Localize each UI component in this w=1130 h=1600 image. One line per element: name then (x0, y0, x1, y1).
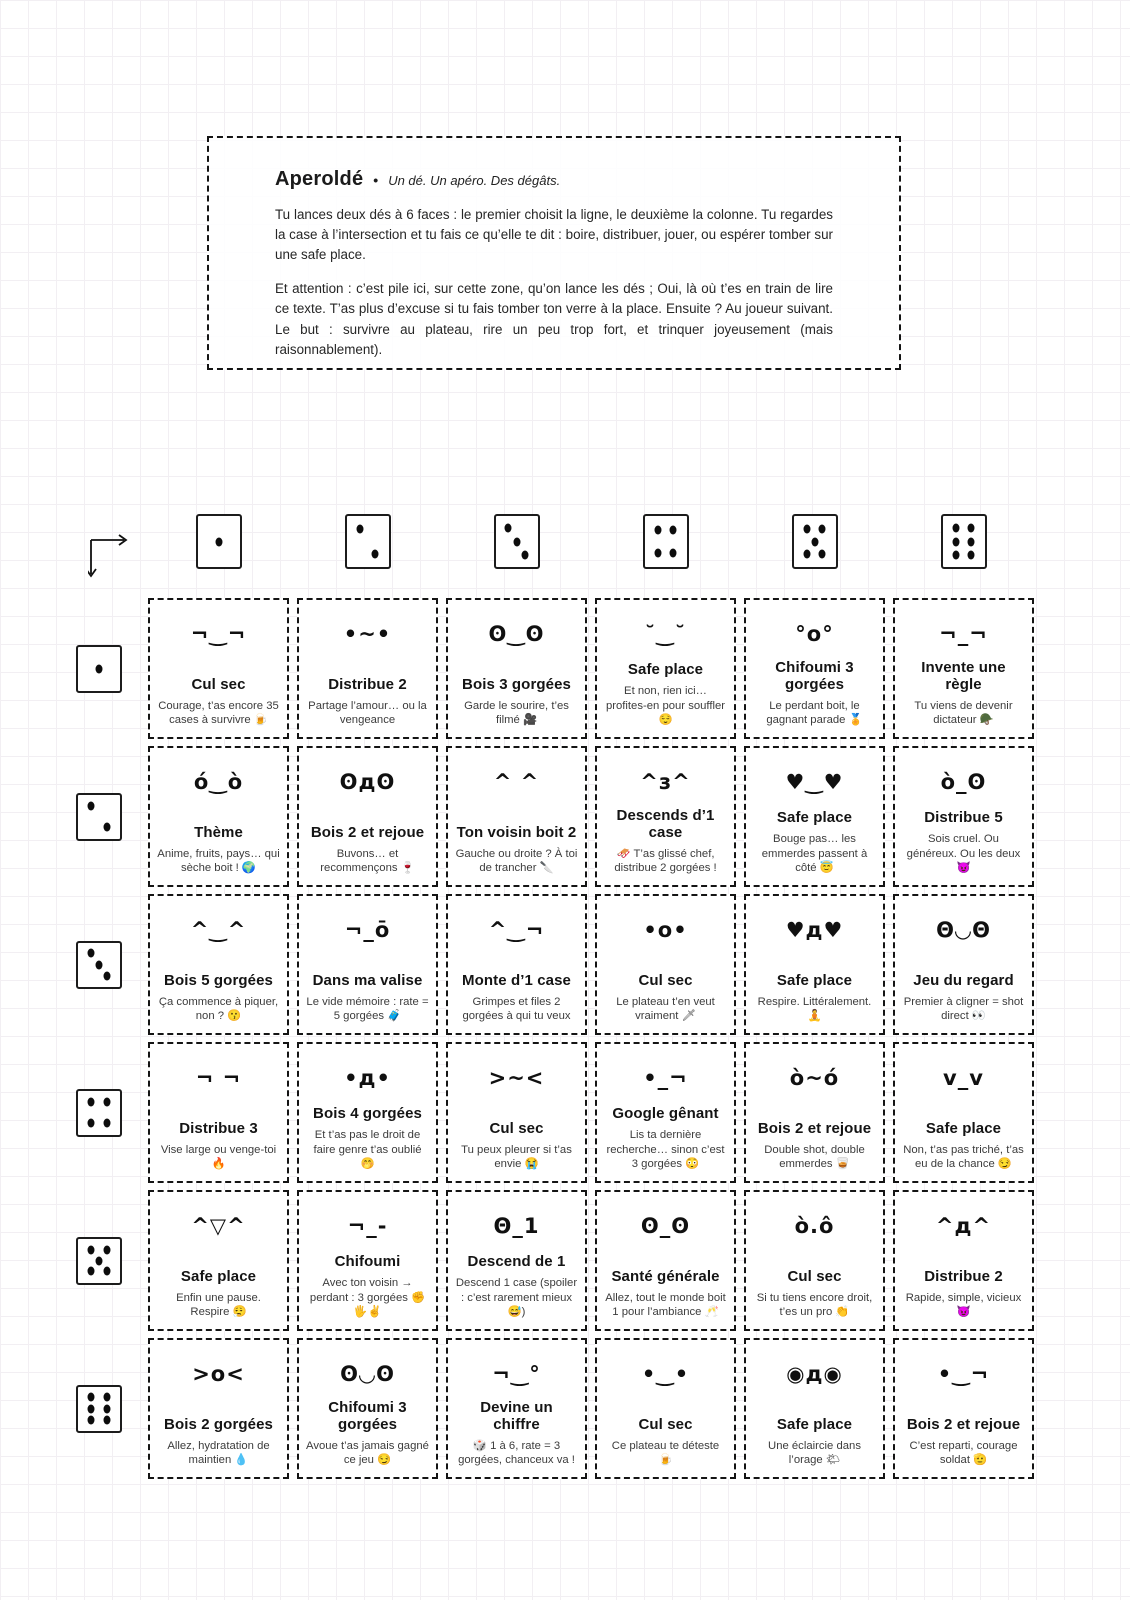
die-pip (968, 537, 975, 546)
die-pip (88, 1118, 95, 1127)
column-die-3 (494, 514, 540, 569)
die-pip (88, 1245, 95, 1254)
board-cell (148, 598, 289, 739)
doodle-face-icon: ˘‿˘ (644, 622, 687, 646)
board-cell (595, 746, 736, 887)
board-cell (446, 894, 587, 1035)
cell-title: Invente une règle (921, 659, 1006, 693)
cell-title: Cul sec (638, 1415, 693, 1433)
row-die-6 (76, 1385, 122, 1433)
cell-description: Si tu tiens encore droit, t’es un pro 👏 (756, 1291, 873, 1319)
cell-description: Bouge pas… les emmerdes passent à côté 😇 (761, 832, 868, 875)
cell-title: Bois 2 et rejoue (906, 1415, 1021, 1433)
cell-description: Tu viens de devenir dictateur 🪖 (914, 699, 1013, 727)
board-cell (297, 598, 438, 739)
cell-title: Chifoumi 3 gorgées (328, 1399, 407, 1433)
board-cell (744, 746, 885, 887)
die-pip (88, 1098, 95, 1107)
die-pip (654, 525, 661, 534)
cell-title: Ton voisin boit 2 (456, 823, 577, 841)
cell-title: Safe place (776, 809, 853, 827)
die-pip (372, 549, 379, 558)
cell-title: Cul sec (787, 1267, 842, 1285)
board-cell (446, 1042, 587, 1183)
cell-title: Descend de 1 (467, 1253, 566, 1271)
board-cell (893, 598, 1034, 739)
cell-title: Bois 2 et rejoue (310, 823, 425, 841)
cell-title: Safe place (627, 661, 704, 679)
die-pip (103, 1404, 110, 1413)
cell-description: 🛷 T’as glissé chef, distribue 2 gorgées ! (614, 847, 717, 875)
cell-description: Lis ta dernière recherche… sinon c’est 3 gorgées 😳 (606, 1128, 725, 1171)
die-pip (103, 823, 110, 832)
doodle-face-icon: •‿¬ (937, 1362, 990, 1386)
cell-title: Descends d’1 case (616, 807, 715, 841)
doodle-face-icon: ò~ó (789, 1066, 840, 1090)
die-pip (356, 525, 363, 534)
cell-title: Cul sec (191, 675, 246, 693)
cell-title: Bois 4 gorgées (313, 1105, 422, 1123)
die-pip (952, 550, 959, 559)
die-pip (96, 1256, 103, 1265)
cell-description: Partage l’amour… ou la vengeance (308, 699, 427, 727)
column-die-5 (792, 514, 838, 569)
doodle-face-icon: ♥д♥ (785, 918, 844, 942)
board-cell (446, 1190, 587, 1331)
cell-title: Santé générale (611, 1267, 720, 1285)
column-die-2 (345, 514, 391, 569)
die-pip (103, 1415, 110, 1424)
doodle-face-icon: ó‿ò (193, 770, 244, 794)
board-cell (744, 1190, 885, 1331)
die-pip (88, 801, 95, 810)
cell-title: Monte d’1 case (462, 971, 571, 989)
board-cell (446, 746, 587, 887)
game-title: Aperoldé (275, 168, 364, 190)
rules-box (207, 136, 901, 370)
cell-description: Gauche ou droite ? À toi de trancher 🔪 (455, 847, 578, 875)
row-die-3 (76, 941, 122, 989)
cell-description: Respire. Littéralement. 🧘 (757, 995, 872, 1023)
cell-title: Google gênant (612, 1105, 719, 1123)
column-die-6 (941, 514, 987, 569)
cell-description: Le plateau t’en veut vraiment 🗡 (616, 995, 715, 1023)
doodle-face-icon: v_v (943, 1066, 984, 1090)
row-die-1 (76, 645, 122, 693)
cell-title: Cul sec (638, 971, 693, 989)
doodle-face-icon: ʘ◡ʘ (340, 1362, 395, 1386)
board-cell (148, 1190, 289, 1331)
doodle-face-icon: ʘ_ʘ (640, 1214, 691, 1238)
board-cell (297, 1338, 438, 1479)
doodle-face-icon: >o< (192, 1362, 245, 1386)
doodle-face-icon: ^ ^ (493, 770, 540, 794)
doodle-face-icon: ♥‿♥ (785, 770, 844, 794)
board-cell (297, 894, 438, 1035)
cell-description: Une éclaircie dans l’orage 🌤 (768, 1439, 861, 1467)
rules-paragraph-2: Et attention : c’est pile ici, sur cette zone, qu’on lance les dés ; Oui, là où t’es en train de lire ce texte. T’as plus d’excuse si tu fais tomber ton verre à la place. Ensuite ? Au joueur suivant. Le but : survivre au plateau, rire un peu trop fort, et trinquer joyeusement (mais raisonnablement). (275, 281, 833, 357)
die-pip (215, 537, 222, 546)
cell-description: Buvons… et recommençons 🍷 (320, 847, 415, 875)
doodle-face-icon: Θ◡Θ (936, 918, 991, 942)
doodle-face-icon: ^з^ (640, 770, 691, 794)
row-die-5 (76, 1237, 122, 1285)
doodle-face-icon: ʘдʘ (339, 770, 396, 794)
cell-description: Courage, t’as encore 35 cases à survivre 🍺 (158, 699, 279, 727)
die-pip (96, 960, 103, 969)
die-pip (104, 971, 111, 980)
doodle-face-icon: •~• (343, 622, 392, 646)
game-board (148, 598, 1034, 1479)
cell-description: C’est reparti, courage soldat 🫡 (909, 1439, 1018, 1467)
doodle-face-icon: ¬ ¬ (195, 1066, 242, 1090)
doodle-face-icon: ʘ‿ʘ (488, 622, 545, 646)
cell-title: Cul sec (489, 1119, 544, 1137)
doodle-face-icon: ^д^ (935, 1214, 992, 1238)
die-pip (88, 1267, 95, 1276)
board-cell (297, 1042, 438, 1183)
cell-description: Vise large ou venge-toi 🔥 (160, 1143, 277, 1171)
board-cell (893, 1338, 1034, 1479)
doodle-face-icon: ¬_¬ (939, 622, 988, 646)
board-cell (148, 894, 289, 1035)
doodle-face-icon: ¬‿° (492, 1362, 541, 1386)
doodle-face-icon: •_¬ (643, 1066, 688, 1090)
die-pip (819, 525, 826, 534)
cell-title: Distribue 5 (924, 809, 1003, 827)
doodle-face-icon: ◉д◉ (786, 1362, 843, 1386)
die-pip (103, 1118, 110, 1127)
board-cell (595, 598, 736, 739)
cell-description: Grimpes et files 2 gorgées à qui tu veux (462, 995, 571, 1023)
rules-title-row (275, 168, 833, 191)
die-pip (670, 549, 677, 558)
doodle-face-icon: •‿• (641, 1362, 690, 1386)
board-cell (595, 1190, 736, 1331)
die-pip (88, 1404, 95, 1413)
board-cell (595, 1338, 736, 1479)
doodle-face-icon: >~< (488, 1066, 545, 1090)
board-cell (744, 1042, 885, 1183)
die-pip (88, 1393, 95, 1402)
board-cell (595, 894, 736, 1035)
cell-title: Dans ma valise (312, 971, 423, 989)
cell-title: Safe place (776, 971, 853, 989)
title-bullet: • (373, 172, 379, 188)
die-pip (96, 664, 103, 673)
row-die-4 (76, 1089, 122, 1137)
board-cell (893, 746, 1034, 887)
cell-description: Enfin une pause. Respire 😮‍💨 (176, 1291, 261, 1319)
die-pip (952, 524, 959, 533)
cell-description: Avec ton voisin → perdant : 3 gorgées ✊🖐✌ (309, 1276, 426, 1319)
cell-description: Sois cruel. Ou généreux. Ou les deux 😈 (906, 832, 1021, 875)
board-cell (446, 1338, 587, 1479)
cell-title: Bois 2 et rejoue (757, 1119, 872, 1137)
die-pip (968, 550, 975, 559)
die-pip (103, 1393, 110, 1402)
doodle-face-icon: °o° (795, 622, 834, 646)
cell-title: Distribue 2 (924, 1267, 1003, 1285)
cell-description: Non, t’as pas triché, t’as eu de la chance 😏 (903, 1143, 1024, 1171)
board-cell (297, 1190, 438, 1331)
die-pip (513, 537, 520, 546)
die-pip (88, 1415, 95, 1424)
doodle-face-icon: ò.ô (794, 1214, 835, 1238)
board-cell (595, 1042, 736, 1183)
cell-description: 🎲 1 à 6, rate = 3 gorgées, chanceux va ! (458, 1439, 575, 1467)
die-pip (654, 549, 661, 558)
rules-paragraph-1: Tu lances deux dés à 6 faces : le premier choisit la ligne, le deuxième la colonne. Tu regardes la case à l’intersection et tu fais ce qu’elle te dit : boire, distribuer, jouer, ou espérer tomber sur une safe place. (275, 207, 833, 263)
row-die-2 (76, 793, 122, 841)
board-cell (148, 1338, 289, 1479)
cell-title: Thème (194, 823, 243, 841)
cell-title: Bois 2 gorgées (164, 1415, 273, 1433)
die-pip (968, 524, 975, 533)
cell-title: Devine un chiffre (480, 1399, 553, 1433)
die-pip (87, 949, 94, 958)
board-cell (893, 1042, 1034, 1183)
cell-title: Safe place (925, 1119, 1002, 1137)
cell-description: Et non, rien ici… profites-en pour souffler 😌 (605, 684, 726, 727)
doodle-face-icon: ^‿¬ (488, 918, 545, 942)
die-pip (505, 524, 512, 533)
cell-title: Chifoumi (334, 1253, 401, 1271)
cell-description: Le vide mémoire : rate = 5 gorgées 🧳 (306, 995, 429, 1023)
doodle-face-icon: •o• (643, 918, 688, 942)
cell-title: Jeu du regard (913, 971, 1014, 989)
die-pip (952, 537, 959, 546)
board-cell (893, 894, 1034, 1035)
cell-title: Bois 3 gorgées (462, 675, 571, 693)
cell-title: Distribue 2 (328, 675, 407, 693)
board-cell (148, 1042, 289, 1183)
board-cell (744, 1338, 885, 1479)
cell-description: Anime, fruits, pays… qui sèche boit ! 🌍 (157, 847, 280, 875)
cell-description: Descend 1 case (spoiler : c’est rarement mieux 😅) (455, 1276, 578, 1319)
cell-description: Tu peux pleurer si t’as envie 😭 (461, 1143, 572, 1171)
board-cell (744, 598, 885, 739)
cell-description: Et t’as pas le droit de faire genre t’as oublié 🤭 (313, 1128, 422, 1171)
die-pip (819, 549, 826, 558)
die-pip (803, 549, 810, 558)
doodle-face-icon: ¬‿¬ (190, 622, 247, 646)
die-pip (103, 1098, 110, 1107)
board-cell (297, 746, 438, 887)
doodle-face-icon: ¬_ō (344, 918, 391, 942)
cell-title: Distribue 3 (179, 1119, 258, 1137)
cell-title: Chifoumi 3 gorgées (775, 659, 854, 693)
cell-description: Allez, tout le monde boit 1 pour l’ambiance 🥂 (605, 1291, 726, 1319)
cell-description: Premier à cligner = shot direct 👀 (903, 995, 1024, 1023)
cell-title: Safe place (776, 1415, 853, 1433)
board-cell (744, 894, 885, 1035)
board-cell (148, 746, 289, 887)
die-pip (521, 550, 528, 559)
column-die-1 (196, 514, 242, 569)
cell-title: Safe place (180, 1267, 257, 1285)
die-pip (103, 1267, 110, 1276)
axes-arrow-icon (88, 530, 136, 582)
doodle-face-icon: Θ_1 (493, 1214, 540, 1238)
die-pip (811, 537, 818, 546)
doodle-face-icon: ¬_- (347, 1214, 388, 1238)
doodle-face-icon: ^‿^ (190, 918, 247, 942)
cell-description: Allez, hydratation de maintien 💧 (167, 1439, 270, 1467)
board-cell (446, 598, 587, 739)
doodle-face-icon: ò_ʘ (940, 770, 987, 794)
cell-description: Avoue t’as jamais gagné ce jeu 😏 (306, 1439, 429, 1467)
board-cell (893, 1190, 1034, 1331)
cell-description: Ça commence à piquer, non ? 😗 (158, 995, 279, 1023)
game-tagline: Un dé. Un apéro. Des dégâts. (388, 173, 561, 188)
cell-description: Double shot, double emmerdes 🥃 (764, 1143, 865, 1171)
die-pip (103, 1245, 110, 1254)
cell-description: Rapide, simple, vicieux 😈 (905, 1291, 1022, 1319)
cell-description: Le perdant boit, le gagnant parade 🏅 (766, 699, 863, 727)
cell-title: Bois 5 gorgées (164, 971, 273, 989)
die-pip (670, 525, 677, 534)
cell-description: Garde le sourire, t’es filmé 🎥 (464, 699, 569, 727)
die-pip (803, 525, 810, 534)
column-die-4 (643, 514, 689, 569)
cell-description: Ce plateau te déteste 🍺 (611, 1439, 720, 1467)
doodle-face-icon: ^▽^ (191, 1214, 246, 1238)
doodle-face-icon: •д• (344, 1066, 391, 1090)
